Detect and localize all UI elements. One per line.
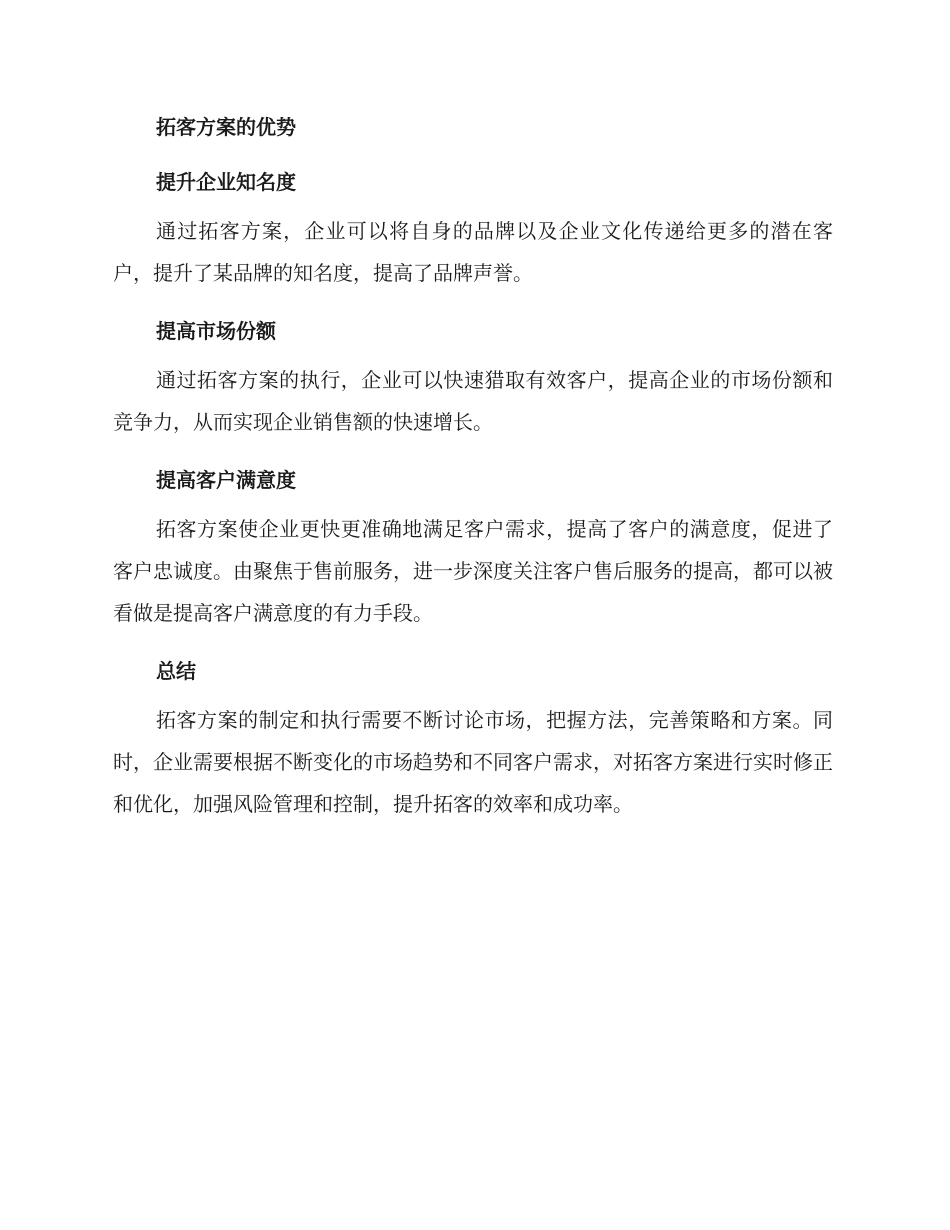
paragraph-customer-satisfaction: 拓客方案使企业更快更准确地满足客户需求，提高了客户的满意度，促进了客户忠诚度。由聚焦于售前服务，进一步深度关注客户售后服务的提高，都可以被看做是提高客户满意度的有力手段。: [113, 517, 833, 625]
paragraph-brand-awareness: 通过拓客方案，企业可以将自身的品牌以及企业文化传递给更多的潜在客户，提升了某品牌的知名度，提高了品牌声誉。: [113, 219, 833, 285]
document-page: [113, 112, 833, 825]
section-heading-brand-awareness: 提升企业知名度: [156, 170, 296, 194]
section-heading-customer-satisfaction: 提高客户满意度: [156, 468, 296, 492]
paragraph-market-share: 通过拓客方案的执行，企业可以快速猎取有效客户，提高企业的市场份额和竞争力，从而实现企业销售额的快速增长。: [113, 368, 833, 434]
section-heading-summary: 总结: [156, 659, 196, 683]
paragraph-summary: 拓客方案的制定和执行需要不断讨论市场，把握方法，完善策略和方案。同时，企业需要根据不断变化的市场趋势和不同客户需求，对拓客方案进行实时修正和优化，加强风险管理和控制，提升拓客的效率和成功率。: [113, 708, 833, 816]
section-heading-advantages: 拓客方案的优势: [156, 115, 296, 139]
section-heading-market-share: 提高市场份额: [156, 319, 276, 343]
